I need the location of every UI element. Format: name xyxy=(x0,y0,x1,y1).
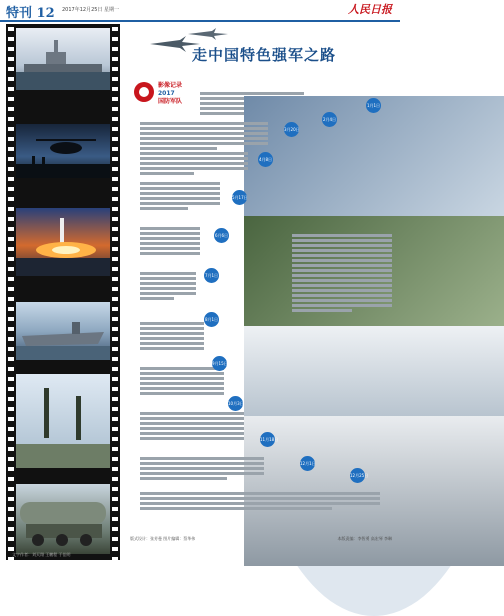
page-header xyxy=(0,0,400,22)
footer-editor-credit: 本版责编：李智勇 高宏琴 李琳 xyxy=(337,536,392,541)
brand-emblem-icon xyxy=(134,82,154,102)
photo-missile-launch xyxy=(16,208,110,276)
timeline-dot: 7月1日 xyxy=(204,268,219,283)
photo-parade-flag xyxy=(244,326,504,416)
missile-vehicle-illustration xyxy=(16,484,110,554)
timeline-dot: 6月6日 xyxy=(214,228,229,243)
missile-launch-illustration xyxy=(16,208,110,276)
section-label: 特刊 12 xyxy=(6,6,55,21)
brand-line1: 影像记录 xyxy=(158,82,183,89)
photo-rockets xyxy=(16,374,110,468)
article-block-8 xyxy=(140,410,244,442)
brand-year: 2017 xyxy=(158,90,175,97)
film-caption: 文字作者：刘天翔 王鹏程 于佳明 xyxy=(12,552,71,557)
timeline-dot: 8月1日 xyxy=(204,312,219,327)
footer-design-credit: 版式设计：张芳曼 图片编辑：蔡华伟 xyxy=(130,536,196,541)
article-block-10 xyxy=(140,490,380,512)
timeline-dot: 12月1日 xyxy=(300,456,315,471)
page-footer xyxy=(130,536,392,541)
timeline-dot: 4月8日 xyxy=(258,152,273,167)
timeline-dot: 9月15日 xyxy=(212,356,227,371)
issue-date: 2017年12月25日 星期一 xyxy=(62,7,120,13)
commentary-column xyxy=(292,232,392,314)
article-block-7 xyxy=(140,365,224,397)
article-block-9 xyxy=(140,455,264,482)
article-block-6 xyxy=(140,320,204,352)
article-block-2 xyxy=(140,150,248,177)
newspaper-logo: 人民日报 xyxy=(348,3,392,16)
film-perforation-right xyxy=(112,24,118,560)
article-block-4 xyxy=(140,225,200,257)
photo-warship xyxy=(16,28,110,90)
timeline-dot: 2月4日 xyxy=(322,112,337,127)
article-block-3 xyxy=(140,180,220,212)
page-title: 走中国特色强军之路 xyxy=(192,46,337,64)
film-perforation-left xyxy=(8,24,14,560)
warship-illustration xyxy=(16,28,110,90)
timeline-dot: 10月3日 xyxy=(228,396,243,411)
timeline-dot: 5月17日 xyxy=(232,190,247,205)
photo-soldier-aiming xyxy=(244,96,504,216)
timeline-dot: 12月25日 xyxy=(350,468,365,483)
rockets-illustration xyxy=(16,374,110,468)
photo-missile-vehicle xyxy=(16,484,110,554)
film-strip xyxy=(6,24,120,560)
timeline-dot: 11月18日 xyxy=(260,432,275,447)
brand-line3: 国防军队 xyxy=(158,98,183,105)
timeline-dot: 1月1日 xyxy=(366,98,381,113)
photo-helicopter xyxy=(16,124,110,178)
carrier-illustration xyxy=(16,302,110,360)
photo-aircraft-carrier xyxy=(16,302,110,360)
helicopter-illustration xyxy=(16,124,110,178)
article-block-1 xyxy=(140,120,268,152)
timeline-dot: 3月20日 xyxy=(284,122,299,137)
article-block-5 xyxy=(140,270,196,302)
